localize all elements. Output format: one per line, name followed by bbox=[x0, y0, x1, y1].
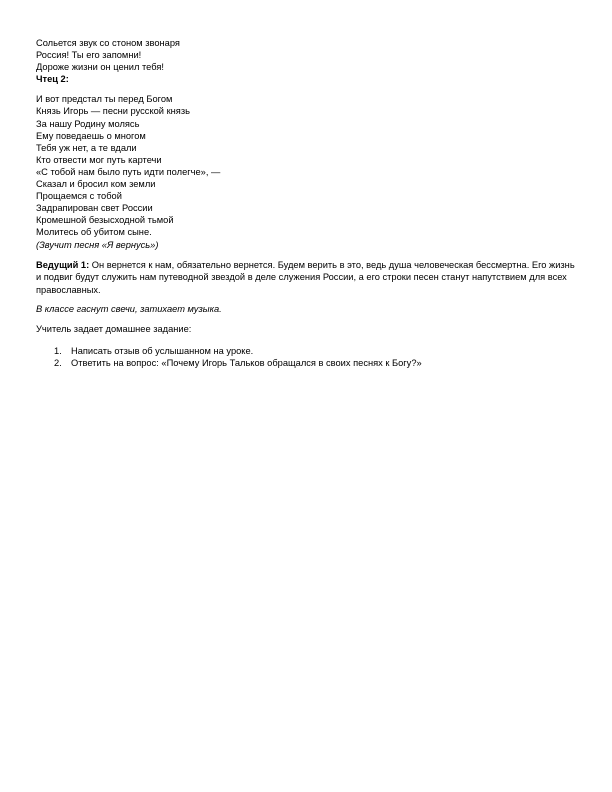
poem-line: Тебя уж нет, а те вдали bbox=[36, 142, 137, 153]
reader2-label: Чтец 2: bbox=[36, 74, 69, 85]
poem-line: И вот предстал ты перед Богом bbox=[36, 94, 173, 105]
homework-item-text: Ответить на вопрос: «Почему Игорь Тальков обращался в своих песнях к Богу?» bbox=[71, 357, 422, 368]
homework-item-text: Написать отзыв об услышанном на уроке. bbox=[71, 345, 254, 356]
document-content bbox=[36, 37, 580, 369]
intro-line: Россия! Ты его запомни! bbox=[36, 50, 142, 61]
host1-text: Он вернется к нам, обязательно вернется. Будем верить в это, ведь душа человеческая бессмертна. Его жизнь и подвиг будут служить нам путеводной звездой в деле служения России, а его строки песен станут напутствием для всех православных. bbox=[36, 259, 575, 295]
host1-paragraph bbox=[36, 259, 580, 297]
poem-stanza bbox=[36, 93, 580, 250]
host1-label: Ведущий 1: bbox=[36, 259, 90, 270]
poem-line: Задрапирован свет России bbox=[36, 203, 153, 214]
song-note: (Звучит песня «Я вернусь») bbox=[36, 239, 159, 250]
poem-line: Князь Игорь — песни русской князь bbox=[36, 106, 190, 117]
poem-line: Прощаемся с тобой bbox=[36, 191, 122, 202]
poem-line: Кромешной безысходной тьмой bbox=[36, 215, 174, 226]
stage-note: В классе гаснут свечи, затихает музыка. bbox=[36, 304, 222, 315]
poem-line: Кто отвести мог путь картечи bbox=[36, 154, 162, 165]
homework-item-number: 2. bbox=[54, 357, 62, 368]
intro-stanza bbox=[36, 37, 580, 85]
poem-line: «С тобой нам было путь идти полегче», — bbox=[36, 166, 221, 177]
homework-item bbox=[36, 345, 580, 357]
intro-line: Дороже жизни он ценил тебя! bbox=[36, 62, 164, 73]
intro-line: Сольется звук со стоном звонаря bbox=[36, 38, 180, 48]
poem-line: За нашу Родину молясь bbox=[36, 118, 140, 129]
homework-list bbox=[36, 345, 580, 370]
homework-item-number: 1. bbox=[54, 345, 62, 356]
poem-line: Молитесь об убитом сыне. bbox=[36, 227, 152, 238]
homework-item bbox=[36, 357, 580, 369]
poem-line: Ему поведаешь о многом bbox=[36, 130, 146, 141]
poem-line: Сказал и бросил ком земли bbox=[36, 179, 156, 190]
teacher-line: Учитель задает домашнее задание: bbox=[36, 323, 192, 334]
